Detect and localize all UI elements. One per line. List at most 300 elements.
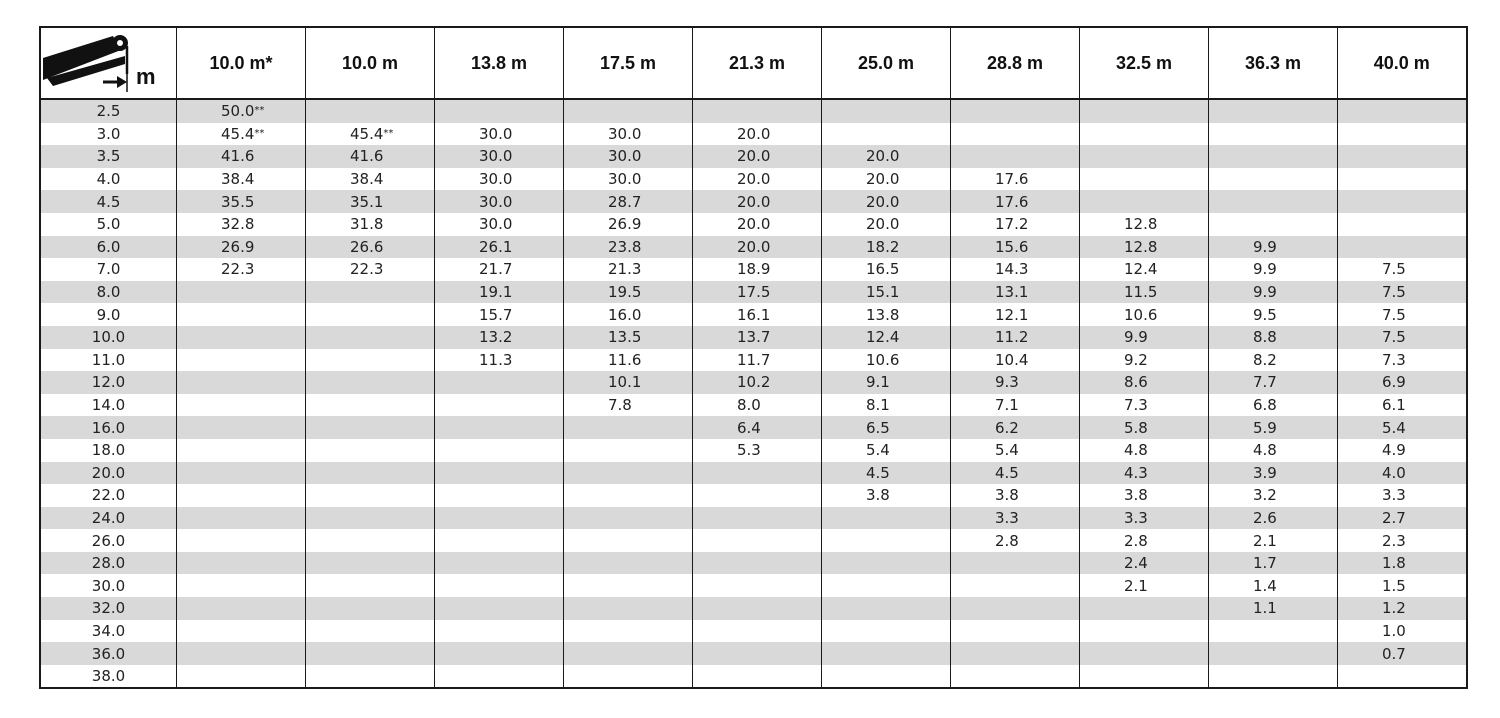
capacity-cell: 1.5 (1338, 574, 1467, 597)
table-row (40, 281, 1467, 304)
capacity-cell: 9.9 (1209, 258, 1338, 281)
capacity-cell: 35.1 (306, 190, 435, 213)
capacity-cell (564, 529, 693, 552)
capacity-cell: 7.5 (1338, 281, 1467, 304)
capacity-cell: 3.3 (951, 507, 1080, 530)
radius-cell: 32.0 (40, 597, 177, 620)
capacity-cell (435, 507, 564, 530)
table-row (40, 620, 1467, 643)
capacity-cell: 13.7 (693, 326, 822, 349)
capacity-cell: 30.0 (435, 190, 564, 213)
capacity-cell: 17.5 (693, 281, 822, 304)
capacity-cell (435, 552, 564, 575)
capacity-cell: 2.1 (1209, 529, 1338, 552)
capacity-cell (1080, 597, 1209, 620)
capacity-cell: 11.6 (564, 349, 693, 372)
table-row (40, 349, 1467, 372)
capacity-cell: 26.9 (177, 236, 306, 259)
capacity-cell: 5.8 (1080, 416, 1209, 439)
capacity-cell: 26.9 (564, 213, 693, 236)
capacity-cell: 7.3 (1338, 349, 1467, 372)
capacity-cell (951, 620, 1080, 643)
capacity-cell: 26.1 (435, 236, 564, 259)
capacity-cell (693, 99, 822, 123)
table-row (40, 462, 1467, 485)
capacity-cell: 2.4 (1080, 552, 1209, 575)
radius-cell: 16.0 (40, 416, 177, 439)
capacity-cell: 5.4 (1338, 416, 1467, 439)
table-row (40, 642, 1467, 665)
table-row (40, 394, 1467, 417)
capacity-cell: 9.3 (951, 371, 1080, 394)
capacity-cell: 6.1 (1338, 394, 1467, 417)
capacity-cell (564, 484, 693, 507)
capacity-cell (564, 574, 693, 597)
capacity-cell: 5.3 (693, 439, 822, 462)
capacity-cell (177, 665, 306, 689)
table-row (40, 213, 1467, 236)
capacity-cell: 20.0 (822, 213, 951, 236)
capacity-cell: 12.4 (822, 326, 951, 349)
boom-length-header: 40.0 m (1338, 27, 1467, 99)
capacity-cell: 2.7 (1338, 507, 1467, 530)
load-chart-table (39, 26, 1468, 689)
capacity-cell (564, 552, 693, 575)
capacity-cell (306, 371, 435, 394)
capacity-cell: 8.0 (693, 394, 822, 417)
capacity-cell: 9.9 (1080, 326, 1209, 349)
capacity-cell: 4.0 (1338, 462, 1467, 485)
capacity-cell (1338, 123, 1467, 146)
radius-cell: 18.0 (40, 439, 177, 462)
capacity-cell (177, 416, 306, 439)
table-row (40, 597, 1467, 620)
capacity-cell: 12.8 (1080, 236, 1209, 259)
table-row (40, 529, 1467, 552)
capacity-cell: 12.4 (1080, 258, 1209, 281)
capacity-cell: 3.2 (1209, 484, 1338, 507)
capacity-cell: 21.3 (564, 258, 693, 281)
capacity-cell: 6.8 (1209, 394, 1338, 417)
capacity-cell (177, 552, 306, 575)
boom-length-header: 13.8 m (435, 27, 564, 99)
capacity-cell: 7.5 (1338, 326, 1467, 349)
capacity-cell (177, 597, 306, 620)
boom-length-header: 36.3 m (1209, 27, 1338, 99)
capacity-cell (693, 507, 822, 530)
capacity-cell (1338, 145, 1467, 168)
capacity-cell (177, 620, 306, 643)
capacity-cell: 2.6 (1209, 507, 1338, 530)
capacity-cell (306, 597, 435, 620)
capacity-cell (306, 552, 435, 575)
capacity-cell (693, 529, 822, 552)
capacity-cell: 3.3 (1338, 484, 1467, 507)
radius-cell: 38.0 (40, 665, 177, 689)
capacity-cell (435, 371, 564, 394)
capacity-cell (1338, 190, 1467, 213)
capacity-cell (564, 665, 693, 689)
radius-cell: 3.0 (40, 123, 177, 146)
capacity-cell: 45.4** (177, 123, 306, 146)
capacity-cell (1080, 123, 1209, 146)
capacity-cell (693, 597, 822, 620)
crane-boom-radius-icon (41, 28, 176, 98)
capacity-cell (564, 99, 693, 123)
capacity-cell: 0.7 (1338, 642, 1467, 665)
capacity-cell: 14.3 (951, 258, 1080, 281)
capacity-cell: 1.7 (1209, 552, 1338, 575)
radius-cell: 9.0 (40, 303, 177, 326)
capacity-cell (1209, 620, 1338, 643)
radius-cell: 24.0 (40, 507, 177, 530)
capacity-cell: 3.8 (951, 484, 1080, 507)
capacity-cell: 18.9 (693, 258, 822, 281)
radius-cell: 28.0 (40, 552, 177, 575)
table-row (40, 236, 1467, 259)
table-row (40, 484, 1467, 507)
table-row (40, 326, 1467, 349)
capacity-cell: 11.2 (951, 326, 1080, 349)
radius-cell: 11.0 (40, 349, 177, 372)
boom-length-header: 28.8 m (951, 27, 1080, 99)
table-row (40, 190, 1467, 213)
boom-length-header: 17.5 m (564, 27, 693, 99)
capacity-cell: 10.6 (1080, 303, 1209, 326)
capacity-cell: 28.7 (564, 190, 693, 213)
capacity-cell: 15.1 (822, 281, 951, 304)
radius-cell: 14.0 (40, 394, 177, 417)
capacity-cell: 6.5 (822, 416, 951, 439)
radius-cell: 12.0 (40, 371, 177, 394)
capacity-cell (822, 597, 951, 620)
capacity-cell: 30.0 (564, 123, 693, 146)
capacity-cell (951, 642, 1080, 665)
capacity-cell: 8.2 (1209, 349, 1338, 372)
capacity-cell (822, 665, 951, 689)
capacity-cell (693, 642, 822, 665)
capacity-cell: 1.4 (1209, 574, 1338, 597)
capacity-cell (1209, 145, 1338, 168)
radius-cell: 4.5 (40, 190, 177, 213)
capacity-cell: 38.4 (306, 168, 435, 191)
capacity-cell (435, 416, 564, 439)
capacity-cell (177, 303, 306, 326)
capacity-cell (1080, 665, 1209, 689)
capacity-cell: 9.9 (1209, 236, 1338, 259)
capacity-cell (1338, 99, 1467, 123)
capacity-cell: 30.0 (435, 145, 564, 168)
capacity-cell (435, 462, 564, 485)
capacity-cell: 30.0 (435, 168, 564, 191)
capacity-cell (177, 349, 306, 372)
capacity-cell: 32.8 (177, 213, 306, 236)
capacity-cell: 4.5 (951, 462, 1080, 485)
capacity-cell (564, 462, 693, 485)
capacity-cell (951, 99, 1080, 123)
capacity-cell (822, 99, 951, 123)
capacity-cell: 4.8 (1209, 439, 1338, 462)
capacity-cell (693, 552, 822, 575)
capacity-cell (306, 642, 435, 665)
table-row (40, 574, 1467, 597)
capacity-cell: 15.6 (951, 236, 1080, 259)
boom-length-header: 10.0 m* (177, 27, 306, 99)
capacity-cell: 6.9 (1338, 371, 1467, 394)
capacity-cell (1080, 620, 1209, 643)
capacity-cell: 7.5 (1338, 258, 1467, 281)
table-row (40, 507, 1467, 530)
capacity-cell: 41.6 (177, 145, 306, 168)
radius-cell: 30.0 (40, 574, 177, 597)
capacity-cell (435, 99, 564, 123)
table-row (40, 416, 1467, 439)
capacity-cell: 9.1 (822, 371, 951, 394)
capacity-cell: 20.0 (822, 145, 951, 168)
capacity-cell: 4.9 (1338, 439, 1467, 462)
capacity-cell (306, 439, 435, 462)
boom-length-header: 32.5 m (1080, 27, 1209, 99)
capacity-cell (435, 484, 564, 507)
capacity-cell (306, 349, 435, 372)
capacity-cell: 20.0 (693, 168, 822, 191)
capacity-cell (306, 99, 435, 123)
capacity-cell (306, 574, 435, 597)
table-row (40, 168, 1467, 191)
capacity-cell (1209, 642, 1338, 665)
radius-cell: 36.0 (40, 642, 177, 665)
boom-length-header: 21.3 m (693, 27, 822, 99)
capacity-cell: 12.8 (1080, 213, 1209, 236)
capacity-cell (306, 462, 435, 485)
capacity-cell: 30.0 (564, 168, 693, 191)
header-row (40, 27, 1467, 99)
capacity-cell (177, 529, 306, 552)
capacity-cell: 9.5 (1209, 303, 1338, 326)
capacity-cell: 38.4 (177, 168, 306, 191)
capacity-cell (1338, 236, 1467, 259)
radius-unit-label: m (136, 64, 156, 89)
capacity-cell (1209, 190, 1338, 213)
capacity-cell (306, 326, 435, 349)
capacity-cell (693, 665, 822, 689)
boom-length-header: 10.0 m (306, 27, 435, 99)
capacity-cell: 1.2 (1338, 597, 1467, 620)
capacity-cell (564, 416, 693, 439)
capacity-cell: 9.9 (1209, 281, 1338, 304)
capacity-cell: 2.8 (1080, 529, 1209, 552)
capacity-cell: 11.7 (693, 349, 822, 372)
capacity-cell: 1.0 (1338, 620, 1467, 643)
capacity-cell: 4.5 (822, 462, 951, 485)
capacity-cell: 1.1 (1209, 597, 1338, 620)
capacity-cell: 20.0 (693, 213, 822, 236)
capacity-cell: 3.8 (1080, 484, 1209, 507)
capacity-cell (951, 574, 1080, 597)
capacity-cell: 20.0 (693, 145, 822, 168)
capacity-cell (306, 529, 435, 552)
radius-cell: 2.5 (40, 99, 177, 123)
capacity-cell: 11.3 (435, 349, 564, 372)
capacity-cell (1338, 213, 1467, 236)
capacity-cell: 7.1 (951, 394, 1080, 417)
capacity-cell (1209, 99, 1338, 123)
capacity-cell: 16.1 (693, 303, 822, 326)
boom-length-header: 25.0 m (822, 27, 951, 99)
capacity-cell (822, 574, 951, 597)
capacity-cell: 13.2 (435, 326, 564, 349)
capacity-cell (1338, 665, 1467, 689)
capacity-cell: 6.4 (693, 416, 822, 439)
radius-cell: 20.0 (40, 462, 177, 485)
capacity-cell: 45.4** (306, 123, 435, 146)
radius-cell: 8.0 (40, 281, 177, 304)
capacity-cell (564, 642, 693, 665)
capacity-cell: 3.9 (1209, 462, 1338, 485)
capacity-cell (693, 484, 822, 507)
capacity-cell: 41.6 (306, 145, 435, 168)
capacity-cell (693, 462, 822, 485)
capacity-cell: 35.5 (177, 190, 306, 213)
capacity-cell: 20.0 (693, 123, 822, 146)
radius-cell: 6.0 (40, 236, 177, 259)
capacity-cell: 16.5 (822, 258, 951, 281)
capacity-cell (1209, 123, 1338, 146)
table-body (40, 99, 1467, 688)
capacity-cell: 20.0 (822, 168, 951, 191)
table-row (40, 123, 1467, 146)
capacity-cell: 8.8 (1209, 326, 1338, 349)
capacity-cell: 22.3 (306, 258, 435, 281)
capacity-cell (177, 642, 306, 665)
radius-cell: 7.0 (40, 258, 177, 281)
table-row (40, 99, 1467, 123)
capacity-cell: 4.3 (1080, 462, 1209, 485)
capacity-cell: 10.1 (564, 371, 693, 394)
radius-cell: 4.0 (40, 168, 177, 191)
capacity-cell (306, 484, 435, 507)
capacity-cell: 5.9 (1209, 416, 1338, 439)
table-row (40, 552, 1467, 575)
capacity-cell: 9.2 (1080, 349, 1209, 372)
capacity-cell: 19.5 (564, 281, 693, 304)
capacity-cell: 31.8 (306, 213, 435, 236)
capacity-cell (177, 484, 306, 507)
capacity-cell (177, 462, 306, 485)
capacity-cell (435, 394, 564, 417)
capacity-cell (822, 507, 951, 530)
table-row (40, 258, 1467, 281)
capacity-cell (177, 439, 306, 462)
capacity-cell: 11.5 (1080, 281, 1209, 304)
capacity-cell (435, 529, 564, 552)
capacity-cell (1080, 190, 1209, 213)
capacity-cell: 20.0 (693, 190, 822, 213)
capacity-cell (1080, 168, 1209, 191)
capacity-cell: 20.0 (693, 236, 822, 259)
capacity-cell (1080, 99, 1209, 123)
capacity-cell (1080, 642, 1209, 665)
table-row (40, 665, 1467, 689)
capacity-cell: 17.6 (951, 168, 1080, 191)
radius-cell: 26.0 (40, 529, 177, 552)
capacity-cell: 10.2 (693, 371, 822, 394)
capacity-cell (306, 665, 435, 689)
capacity-cell: 10.6 (822, 349, 951, 372)
capacity-cell (177, 507, 306, 530)
capacity-cell: 13.1 (951, 281, 1080, 304)
capacity-cell: 1.8 (1338, 552, 1467, 575)
table-row (40, 371, 1467, 394)
capacity-cell (306, 394, 435, 417)
radius-cell: 10.0 (40, 326, 177, 349)
capacity-cell (693, 574, 822, 597)
capacity-cell (435, 642, 564, 665)
capacity-cell: 5.4 (951, 439, 1080, 462)
capacity-cell (306, 303, 435, 326)
capacity-cell: 5.4 (822, 439, 951, 462)
capacity-cell: 26.6 (306, 236, 435, 259)
radius-cell: 5.0 (40, 213, 177, 236)
radius-cell: 22.0 (40, 484, 177, 507)
corner-cell (40, 27, 177, 99)
capacity-cell: 8.1 (822, 394, 951, 417)
capacity-cell: 15.7 (435, 303, 564, 326)
capacity-cell (1338, 168, 1467, 191)
capacity-cell (177, 574, 306, 597)
capacity-cell (177, 371, 306, 394)
capacity-cell (951, 123, 1080, 146)
capacity-cell (822, 642, 951, 665)
capacity-cell (564, 620, 693, 643)
capacity-cell (951, 145, 1080, 168)
capacity-cell (822, 123, 951, 146)
capacity-cell (822, 552, 951, 575)
capacity-cell: 7.7 (1209, 371, 1338, 394)
capacity-cell: 16.0 (564, 303, 693, 326)
capacity-cell (1209, 168, 1338, 191)
capacity-cell: 2.1 (1080, 574, 1209, 597)
capacity-cell: 30.0 (564, 145, 693, 168)
capacity-cell: 23.8 (564, 236, 693, 259)
capacity-cell (951, 597, 1080, 620)
capacity-cell: 21.7 (435, 258, 564, 281)
capacity-cell: 7.5 (1338, 303, 1467, 326)
capacity-cell: 30.0 (435, 213, 564, 236)
capacity-cell (1209, 665, 1338, 689)
capacity-cell: 13.8 (822, 303, 951, 326)
capacity-cell: 17.6 (951, 190, 1080, 213)
capacity-cell (177, 326, 306, 349)
capacity-cell (435, 439, 564, 462)
capacity-cell (435, 665, 564, 689)
capacity-cell: 6.2 (951, 416, 1080, 439)
capacity-cell (693, 620, 822, 643)
capacity-cell (1209, 213, 1338, 236)
capacity-cell (1080, 145, 1209, 168)
capacity-cell: 13.5 (564, 326, 693, 349)
radius-cell: 34.0 (40, 620, 177, 643)
capacity-cell (564, 439, 693, 462)
radius-cell: 3.5 (40, 145, 177, 168)
capacity-cell: 10.4 (951, 349, 1080, 372)
capacity-cell (951, 665, 1080, 689)
capacity-cell: 30.0 (435, 123, 564, 146)
capacity-cell (306, 620, 435, 643)
capacity-cell: 2.8 (951, 529, 1080, 552)
table-row (40, 439, 1467, 462)
capacity-cell: 2.3 (1338, 529, 1467, 552)
